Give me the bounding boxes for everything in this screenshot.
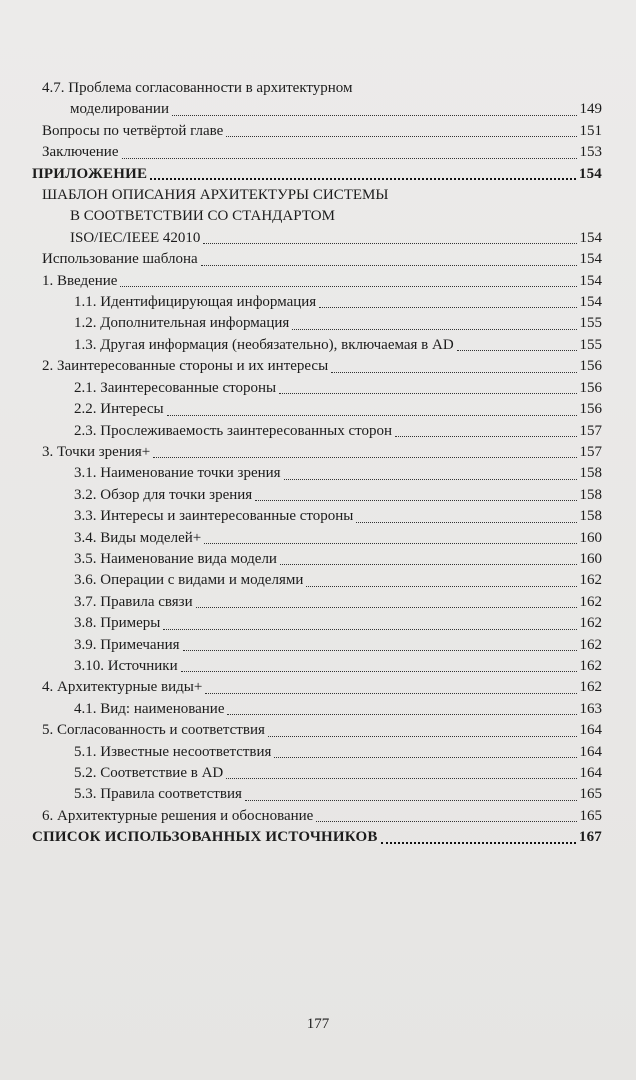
toc-entry-line: [42, 206, 602, 227]
toc-entry: [32, 677, 602, 698]
toc-entry-page: 163: [579, 700, 602, 717]
toc-entry: [32, 656, 602, 677]
dot-leader: [319, 307, 576, 308]
toc-entry-page: 160: [579, 550, 602, 567]
toc-entry-title: 3.9. Примечания: [74, 636, 180, 653]
toc-entry: [32, 827, 602, 848]
toc-entry-title: Вопросы по четвёртой главе: [42, 122, 224, 139]
toc-entry: [32, 335, 602, 356]
toc-entry-line: [42, 78, 602, 99]
toc-entry-line: [42, 185, 602, 206]
dot-leader: [204, 543, 576, 544]
toc-entry-page: 156: [579, 401, 602, 418]
toc-entry-title: 3.3. Интересы и заинтересованные стороны: [74, 508, 354, 525]
toc-entry-page: 153: [579, 144, 602, 161]
toc-entry: [32, 784, 602, 805]
dot-leader: [205, 693, 576, 694]
toc-entry-page: 164: [579, 722, 602, 739]
dot-leader: [181, 671, 577, 672]
dot-leader: [255, 500, 576, 501]
toc-entry-page: 165: [579, 807, 602, 824]
dot-leader: [457, 350, 577, 351]
toc-entry: [32, 570, 602, 591]
dot-leader: [284, 479, 577, 480]
toc-entry-title: 4. Архитектурные виды+: [42, 679, 203, 696]
toc-entry: [32, 720, 602, 741]
toc-entry-page: 154: [579, 294, 602, 311]
toc-entry-page: 158: [579, 508, 602, 525]
toc-entry-line: [42, 228, 602, 249]
dot-leader: [150, 178, 576, 180]
toc-entry-page: 157: [579, 422, 602, 439]
toc-entry-page: 155: [579, 315, 602, 332]
dot-leader: [292, 329, 576, 330]
toc-entry: [32, 442, 602, 463]
toc-entry-title: 5. Согласованность и соответствия: [42, 722, 265, 739]
toc-entry-line: [42, 99, 602, 120]
dot-leader: [356, 522, 576, 523]
toc-entry-title: 3.10. Источники: [74, 657, 178, 674]
dot-leader: [172, 115, 577, 116]
dot-leader: [203, 243, 576, 244]
toc-entry-title: Заключение: [42, 144, 119, 161]
page-number: 177: [306, 1016, 330, 1032]
dot-leader: [381, 842, 576, 844]
toc-entry-title: 6. Архитектурные решения и обоснование: [42, 807, 314, 824]
toc-entry: [32, 399, 602, 420]
toc-entry-title: 3.5. Наименование вида модели: [74, 550, 277, 567]
toc-entry: [32, 549, 602, 570]
toc-entry-title: 3.4. Виды моделей+: [74, 529, 202, 546]
dot-leader: [280, 564, 577, 565]
toc-entry-title: 5.1. Известные несоответствия: [74, 743, 272, 760]
toc-entry: [32, 463, 602, 484]
toc-entry: [32, 271, 602, 292]
toc-entry-title: 2.1. Заинтересованные стороны: [74, 379, 277, 396]
toc-entry: [32, 528, 602, 549]
toc-entry-page: 162: [579, 657, 602, 674]
toc-entry-title: 3.8. Примеры: [74, 615, 161, 632]
toc-entry: [32, 699, 602, 720]
toc-entry-page: 155: [579, 336, 602, 353]
dot-leader: [395, 436, 576, 437]
toc-entry-page: 158: [579, 465, 602, 482]
toc-entry: [32, 78, 602, 121]
dot-leader: [120, 286, 576, 287]
toc-entry-page: 164: [579, 743, 602, 760]
toc-entry: [32, 185, 602, 249]
dot-leader: [201, 265, 577, 266]
toc-entry: [32, 592, 602, 613]
toc-entry-title: Использование шаблона: [42, 251, 198, 268]
toc-entry-title: 3.7. Правила связи: [74, 593, 193, 610]
dot-leader: [226, 136, 576, 137]
toc-entry-title: 3.6. Операции с видами и моделями: [74, 572, 304, 589]
toc-entry-title: 4.1. Вид: наименование: [74, 700, 225, 717]
toc-entry-page: 162: [579, 615, 602, 632]
toc-entry-title: 1. Введение: [42, 272, 118, 289]
toc-entry: [32, 742, 602, 763]
toc-entry: [32, 613, 602, 634]
toc-entry-title: СПИСОК ИСПОЛЬЗОВАННЫХ ИСТОЧНИКОВ: [32, 829, 378, 846]
toc-entry-page: 157: [579, 443, 602, 460]
dot-leader: [306, 586, 576, 587]
dot-leader: [226, 778, 576, 779]
toc-entry-page: 149: [579, 101, 602, 118]
toc-entry-title: 3.1. Наименование точки зрения: [74, 465, 281, 482]
toc-entry: [32, 164, 602, 185]
toc-entry-page: 162: [579, 679, 602, 696]
toc-entry-title: моделировании: [70, 101, 169, 118]
toc-entry-page: 156: [579, 358, 602, 375]
dot-leader: [227, 714, 576, 715]
toc-entry: [32, 356, 602, 377]
toc-entry-page: 154: [579, 251, 602, 268]
toc-entry-title: 5.2. Соответствие в AD: [74, 765, 224, 781]
dot-leader: [245, 800, 577, 801]
toc-entry-page: 151: [579, 122, 602, 139]
dot-leader: [268, 736, 577, 737]
toc-entry-page: 167: [578, 829, 602, 846]
toc-entry-page: 154: [578, 165, 602, 182]
toc-entry-page: 158: [579, 486, 602, 503]
toc-entry-title: ISO/IEC/IEEE 42010: [70, 229, 201, 246]
toc-entry-title: 5.3. Правила соответствия: [74, 786, 242, 803]
toc-entry: [32, 506, 602, 527]
dot-leader: [279, 393, 576, 394]
toc-entry-title: ШАБЛОН ОПИСАНИЯ АРХИТЕКТУРЫ СИСТЕМЫ: [42, 187, 389, 204]
toc-entry: [32, 142, 602, 163]
toc-entry-title: 3. Точки зрения+: [42, 443, 151, 460]
toc-entry: [32, 313, 602, 334]
toc-entry-title: ПРИЛОЖЕНИЕ: [32, 165, 148, 182]
dot-leader: [153, 457, 576, 458]
toc-entry-page: 162: [579, 572, 602, 589]
dot-leader: [183, 650, 577, 651]
dot-leader: [316, 821, 576, 822]
toc-entry-title: 1.2. Дополнительная информация: [74, 315, 290, 332]
toc-entry-page: 165: [579, 786, 602, 803]
toc-entry: [32, 763, 602, 784]
toc-entry-page: 154: [579, 272, 602, 289]
toc-entry-page: 160: [579, 529, 602, 546]
toc-entry-title: 3.2. Обзор для точки зрения: [74, 486, 253, 503]
toc-entry: [32, 806, 602, 827]
toc-entry-page: 154: [579, 229, 602, 246]
toc-entry-title: 2.3. Прослеживаемость заинтересованных сторон: [74, 422, 393, 439]
dot-leader: [163, 629, 576, 630]
toc-entry-title: 2. Заинтересованные стороны и их интересы: [42, 358, 329, 375]
toc-entry: [32, 485, 602, 506]
dot-leader: [122, 158, 577, 159]
dot-leader: [331, 372, 576, 373]
toc-entry: [32, 249, 602, 270]
toc-entry-title: 1.3. Другая информация (необязательно), включаемая в AD: [74, 336, 454, 353]
table-of-contents: [32, 78, 602, 849]
toc-entry: [32, 121, 602, 142]
dot-leader: [274, 757, 576, 758]
toc-entry: [32, 635, 602, 656]
toc-entry-page: 162: [579, 636, 602, 653]
toc-entry-title: 1.1. Идентифицирующая информация: [74, 294, 317, 311]
toc-entry-title: В СООТВЕТСТВИИ СО СТАНДАРТОМ: [70, 208, 335, 225]
toc-entry-page: 162: [579, 593, 602, 610]
toc-entry: [32, 378, 602, 399]
toc-entry-title: 4.7. Проблема согласованности в архитектурном: [42, 80, 353, 96]
toc-entry: [32, 292, 602, 313]
dot-leader: [196, 607, 577, 608]
toc-entry-page: 164: [579, 765, 602, 781]
dot-leader: [167, 415, 577, 416]
toc-entry: [32, 421, 602, 442]
toc-entry-page: 156: [579, 379, 602, 396]
toc-entry-title: 2.2. Интересы: [74, 401, 164, 418]
